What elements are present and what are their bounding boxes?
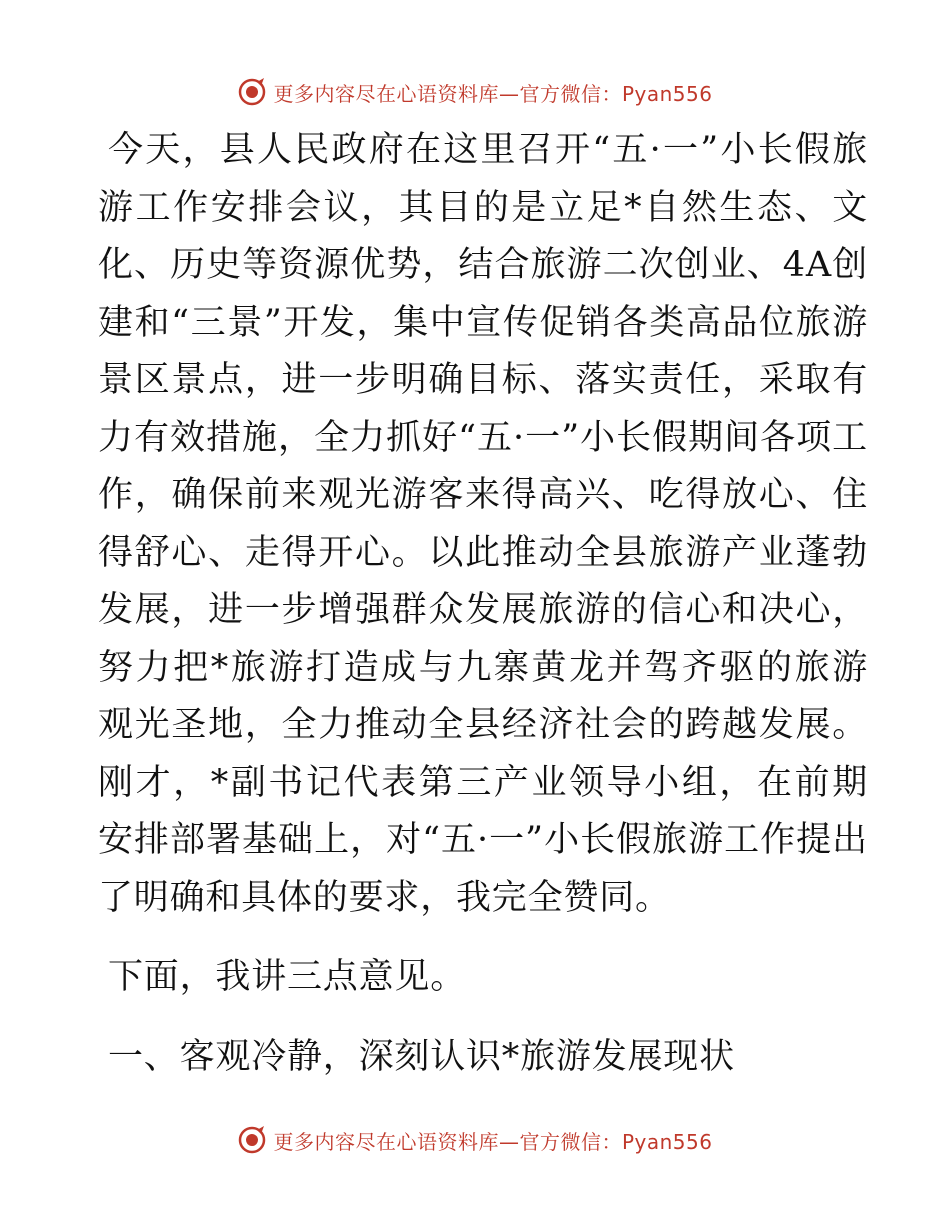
brush-logo-icon (237, 77, 267, 107)
document-body (98, 122, 868, 1086)
header-watermark-text: 更多内容尽在心语资料库—官方微信：Pyan556 (273, 81, 713, 106)
body-paragraph: 下面，我讲三点意见。 (108, 957, 467, 997)
body-paragraph: 今天，县人民政府在这里召开“五·一”小长假旅游工作安排会议，其目的是立足*自然生态、文化、历史等资源优势，结合旅游二次创业、4A创建和“三景”开发，集中宣传促销各类高品位旅游景区景点，进一步明确目标、落实责任，采取有力有效措施，全力抓好“五·一”小长假期间各项工作，确保前来观光游客来得高兴、吃得放心、住得舒心、走得开心。以此推动全县旅游产业蓬勃发展，进一步增强群众发展旅游的信心和决心，努力把*旅游打造成与九寨黄龙并驾齐驱的旅游观光圣地，全力推动全县经济社会的跨越发展。刚才，*副书记代表第三产业领导小组，在前期安排部署基础上，对“五·一”小长假旅游工作提出了明确和具体的要求，我完全赞同。 (98, 130, 868, 918)
footer-watermark (0, 1120, 950, 1160)
brush-logo-icon (237, 1125, 267, 1155)
header-watermark (0, 72, 950, 112)
section-heading: 一、客观冷静，深刻认识*旅游发展现状 (108, 1036, 735, 1077)
footer-watermark-text: 更多内容尽在心语资料库—官方微信：Pyan556 (273, 1129, 713, 1154)
